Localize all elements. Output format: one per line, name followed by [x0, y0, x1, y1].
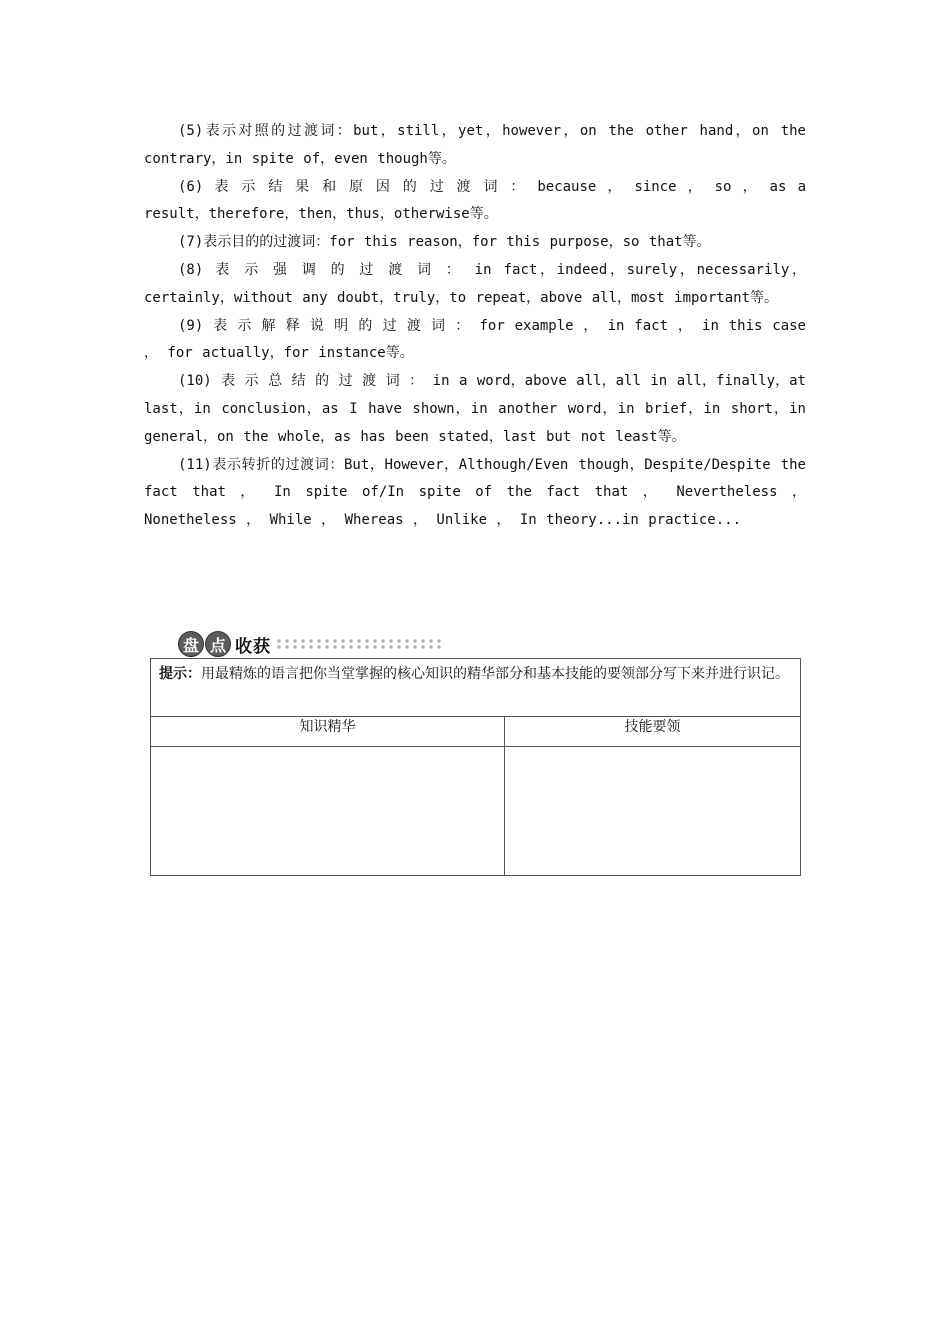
hint-cell [151, 659, 801, 717]
skills-answer-area[interactable] [505, 747, 801, 876]
hint-label: 提示： [159, 666, 201, 682]
knowledge-header: 知识精华 [151, 717, 505, 747]
paragraph-summary: (10) 表 示 总 结 的 过 渡 词 ： in a word，above all，all in all，finally，at last，in conclusion，as I have shown，in another word，in brief，in short，in general，on the whole，as has been stated，last but not least等。 [144, 373, 806, 445]
paragraph-transition: (11)表示转折的过渡词：But，However，Although/Even though，Despite/Despite the fact that ， In spite of/In spite of the fact that ， Nevertheless ， Nonetheless ， While ， Whereas ， Unlike ， In theory...in practice... [144, 456, 806, 529]
heading-badge-pan: 盘 [178, 631, 204, 657]
paragraph-purpose: (7)表示目的的过渡词：for this reason，for this purpose，so that等。 [178, 234, 711, 251]
paragraph-contrast: (5)表示对照的过渡词：but，still，yet，however，on the other hand，on the contrary，in spite of，even though等。 [144, 123, 806, 167]
paragraph-emphasis: (8) 表 示 强 调 的 过 渡 词 ： in fact，indeed，surely，necessarily，certainly，without any doubt，truly，to repeat，above all，most important等。 [144, 261, 806, 306]
knowledge-answer-area[interactable] [151, 747, 505, 876]
heading-text: 收获 [235, 636, 271, 657]
summary-table [150, 658, 801, 876]
dotted-divider [275, 638, 443, 650]
main-content [144, 118, 806, 535]
paragraph-result-cause: (6) 表 示 结 果 和 原 因 的 过 渡 词 ： because ， since ， so ， as a result，therefore，then，thus，otherwise等。 [144, 178, 806, 223]
paragraph-explanation: (9) 表 示 解 释 说 明 的 过 渡 词 ： for example ， in fact ， in this case ， for actually，for instance等。 [144, 317, 806, 362]
heading-badge-dian: 点 [205, 631, 231, 657]
skills-header: 技能要领 [505, 717, 801, 747]
hint-text: 用最精炼的语言把你当堂掌握的核心知识的精华部分和基本技能的要领部分写下来并进行识记。 [201, 666, 789, 682]
summary-heading [178, 630, 443, 658]
